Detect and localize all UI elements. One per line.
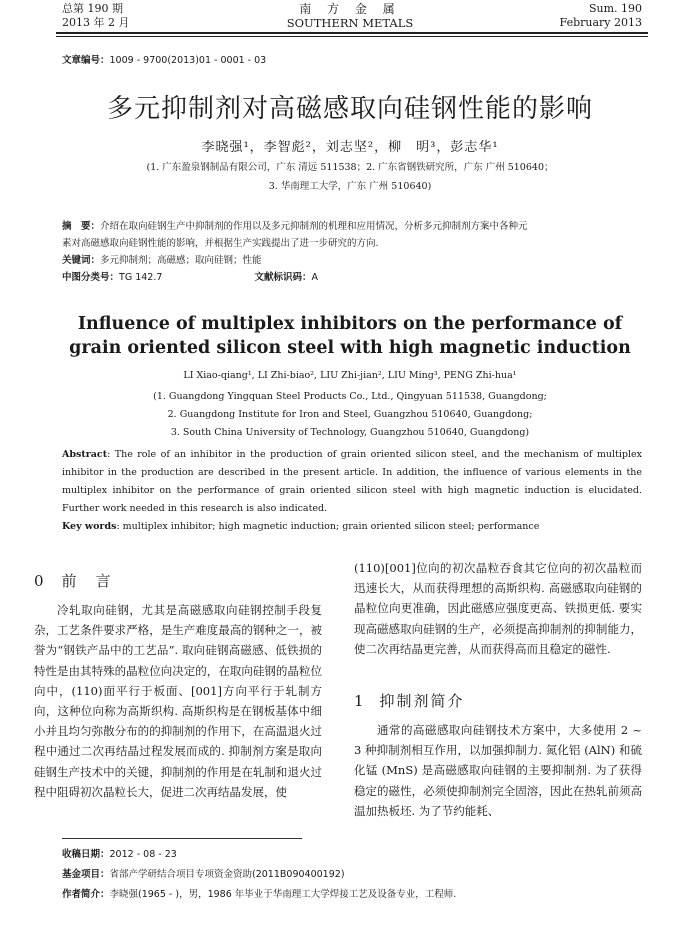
abstract-en-label: Abstract bbox=[62, 449, 108, 460]
header-rule-thick bbox=[56, 32, 648, 34]
abstract-cn-label: 摘 要： bbox=[62, 221, 101, 232]
header-journal-name-cn: 南 方 金 属 bbox=[299, 2, 401, 16]
keywords-cn-label: 关键词： bbox=[62, 255, 101, 266]
keywords-cn bbox=[62, 252, 652, 269]
header-issue-date: 2013 年 2 月 bbox=[62, 16, 130, 29]
section-number: 0 bbox=[34, 572, 46, 590]
affiliation-en-line: (1. Guangdong Yingquan Steel Products Co., Ltd., Qingyuan 511538, Guangdong; bbox=[153, 391, 547, 402]
footnote-author: 作者简介：李晓强(1965 - )，男，1986 年毕业于华南理工大学焊接工艺及设备专业，工程师. bbox=[62, 889, 457, 900]
keywords-en bbox=[62, 518, 642, 536]
clc-value: TG 142.7 bbox=[119, 272, 163, 283]
title-cn: 多元抑制剂对高磁感取向硅钢性能的影响 bbox=[106, 94, 593, 124]
article-number-value: 1009 - 9700(2013)01 - 0001 - 03 bbox=[109, 55, 267, 66]
clc-label: 中图分类号： bbox=[62, 272, 120, 283]
header-journal-name-en: SOUTHERN METALS bbox=[286, 16, 414, 30]
title-en bbox=[0, 312, 700, 360]
abstract-en-body bbox=[62, 446, 642, 518]
footnote-label: 收稿日期： bbox=[62, 849, 110, 860]
abstract-en-text: : The role of an inhibitor in the production of grain oriented silicon steel, and the mechanism of multiplex inhibitor in the production are described in the present article. In addition, the influence of various elements in the multiplex inhibitor on the performance of grain oriented silicon steel with high magnetic induction is elucidated. Further work needed in this research is also indicated. bbox=[62, 449, 642, 514]
footnote-label: 基金项目： bbox=[62, 869, 110, 880]
body-paragraph: (110)[001]位向的初次晶粒吞食其它位向的初次晶粒而迅速长大，从而获得理想的高斯织构. 高磁感取向硅钢的晶粒位向更准确，因此磁感应强度更高、铁损更低. 要实现高磁感取向硅钢的生产，必须提高抑制剂的抑制能力，使二次再结晶更完善，从而获得高而且稳定的磁性. bbox=[354, 561, 642, 656]
abstract-cn bbox=[62, 218, 652, 286]
footnote-received: 收稿日期：2012 - 08 - 23 bbox=[62, 849, 177, 860]
section-title: 前 言 bbox=[61, 572, 113, 590]
journal-header bbox=[0, 0, 700, 34]
affiliation-en-line: 2. Guangdong Institute for Iron and Steel, Guangzhou 510640, Guangdong; bbox=[167, 409, 533, 420]
header-sum: Sum. 190 bbox=[588, 2, 642, 15]
section-heading bbox=[354, 690, 465, 711]
title-en-line: grain oriented silicon steel with high magnetic induction bbox=[69, 338, 631, 358]
abstract-cn-line: 摘 要：介绍在取向硅钢生产中抑制剂的作用以及多元抑制剂的机理和应用情况，分析多元抑制剂方案中各种元 bbox=[62, 221, 528, 232]
authors-cn: 李晓强¹，李智彪²，刘志坚²，柳 明³，彭志华¹ bbox=[201, 140, 499, 155]
abstract-cn-line: 素对高磁感取向硅钢性能的影响，并根据生产实践提出了进一步研究的方向. bbox=[62, 238, 379, 249]
header-issue-number: 总第 190 期 bbox=[62, 2, 123, 15]
abstract-en bbox=[62, 446, 642, 536]
doccode-label: 文献标识码： bbox=[254, 272, 312, 283]
body-paragraph: 通常的高磁感取向硅钢技术方案中，大多使用 2 ~ 3 种抑制剂相互作用，以加强抑制力. 氮化铝 (AlN) 和硫化锰 (MnS) 是高磁感取向硅钢的主要抑制剂. 为了获得稳定的磁性，必须使抑制剂完全固溶，因此在热轧前须高温加热板坯. 为了节约能耗、 bbox=[354, 723, 642, 818]
header-month: February 2013 bbox=[559, 16, 642, 29]
doccode-value: A bbox=[311, 272, 318, 283]
header-rule-thin bbox=[56, 36, 648, 37]
footnote-rule bbox=[62, 838, 302, 839]
footnote-fund: 基金项目：省部产学研结合项目专项资金资助(2011B090400192) bbox=[62, 869, 345, 880]
authors-en: LI Xiao-qiang¹, LI Zhi-biao², LIU Zhi-jian², LIU Ming³, PENG Zhi-hua¹ bbox=[183, 370, 517, 381]
affiliation-cn-line: 3. 华南理工大学，广东 广州 510640) bbox=[268, 181, 432, 192]
title-en-line: Influence of multiplex inhibitors on the performance of bbox=[77, 314, 623, 334]
section-heading bbox=[34, 570, 113, 591]
section-number: 1 bbox=[354, 692, 366, 710]
article-number-label: 文章编号： bbox=[62, 55, 110, 66]
keywords-en-label: Key words bbox=[62, 521, 117, 532]
classification-row bbox=[62, 269, 652, 286]
body-paragraph: 冷轧取向硅钢，尤其是高磁感取向硅钢控制手段复杂，工艺条件要求严格，是生产难度最高的钢种之一，被誉为“钢铁产品中的工艺品”. 取向硅钢高磁感、低铁损的特性是由其特殊的晶粒位向决定的，在取向硅钢的晶粒位向中，(110)面平行于板面、[001]方向平行于轧制方向，这种位向称为高斯织构. 高斯织构是在钢板基体中细小并且均匀弥散分布的的抑制剂的作用下，在高温退火过程中通过二次再结晶过程发展而成的. 抑制剂方案是取向硅钢生产技术中的关键，抑制剂的作用是在轧制和退火过程中阻碍初次晶粒长大，促进二次再结晶发展，使 bbox=[34, 603, 322, 799]
header-issue-info-en bbox=[560, 2, 642, 30]
keywords-en-text: : multiplex inhibitor; high magnetic induction; grain oriented silicon steel; performance bbox=[116, 521, 540, 532]
affiliation-cn-line: (1. 广东盈泉钢制品有限公司，广东 清远 511538；2. 广东省钢铁研究所，广东 广州 510640； bbox=[146, 162, 554, 173]
footnote-label: 作者简介： bbox=[62, 889, 110, 900]
article-number bbox=[62, 52, 266, 66]
section-title: 抑制剂简介 bbox=[379, 692, 465, 710]
affiliation-en-line: 3. South China University of Technology, Guangzhou 510640, Guangdong) bbox=[170, 427, 530, 438]
keywords-cn-text: 多元抑制剂；高磁感；取向硅钢；性能 bbox=[100, 255, 262, 266]
